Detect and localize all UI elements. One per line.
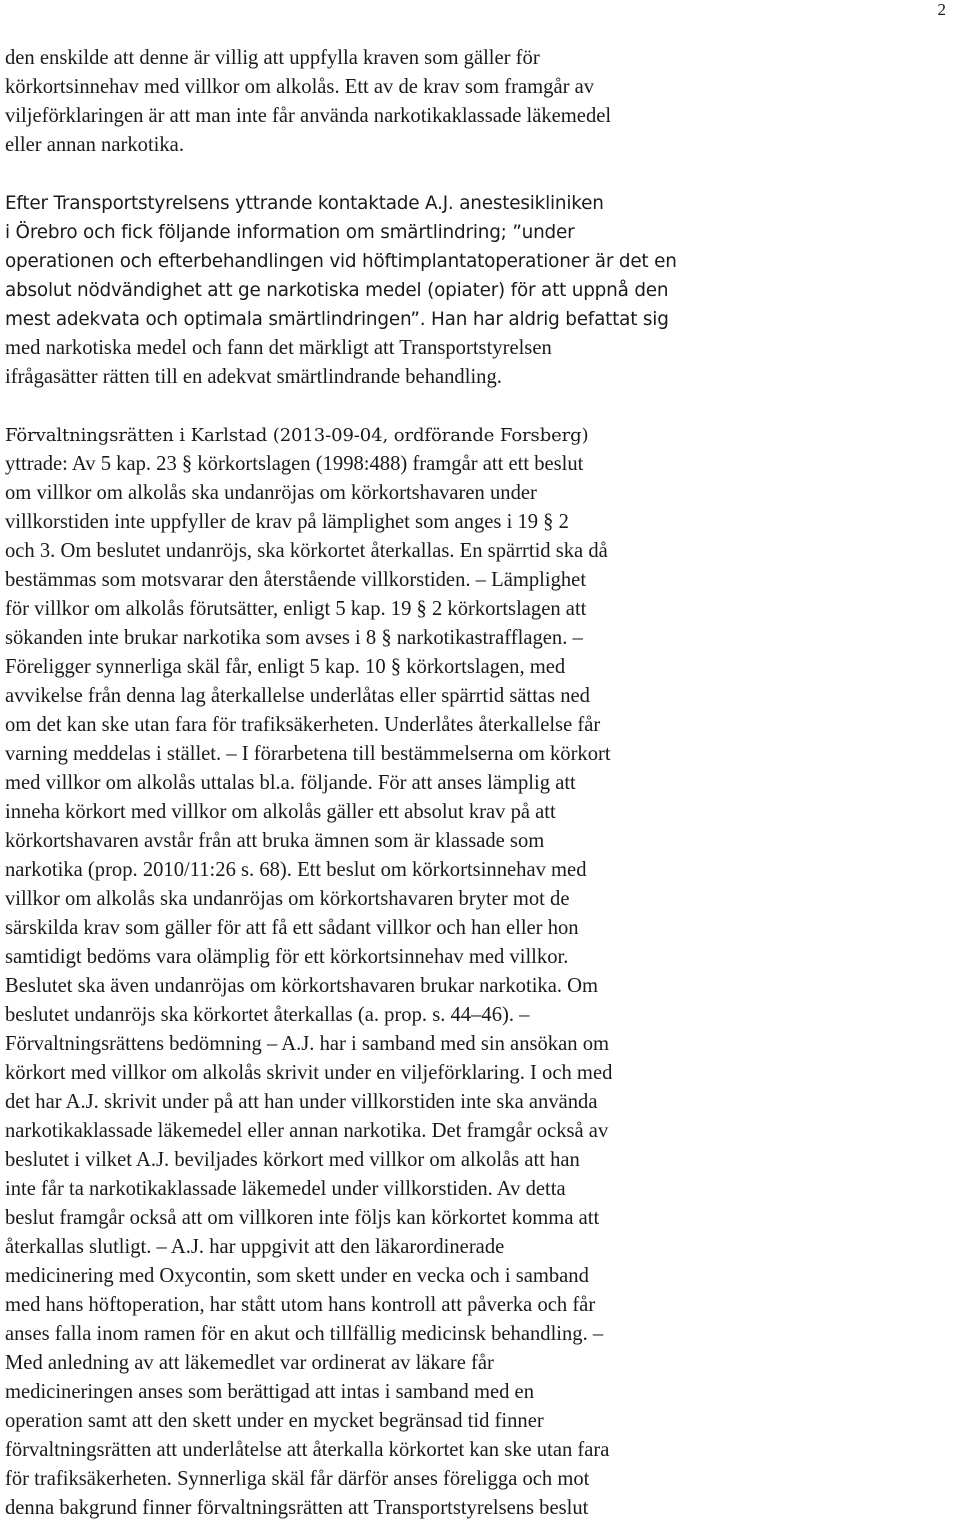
paragraph-2 (5, 189, 955, 334)
paragraph-2-continued (5, 334, 955, 392)
text-line: och 3. Om beslutet undanröjs, ska körkortet återkallas. En spärrtid ska då (5, 540, 608, 562)
paragraph-spacer (5, 392, 955, 421)
text-line: om villkor om alkolås ska undanröjas om körkortshavaren under (5, 482, 537, 504)
text-line: inneha körkort med villkor om alkolås gäller ett absolut krav på att (5, 801, 556, 823)
text-line: för trafiksäkerheten. Synnerliga skäl får därför anses föreligga och mot (5, 1468, 590, 1490)
text-line: om det kan ske utan fara för trafiksäkerheten. Underlåtes återkallelse får (5, 714, 601, 736)
text-line: mest adekvata och optimala smärtlindringen”. Han har aldrig befattat sig (5, 309, 669, 330)
text-line: särskilda krav som gäller för att få ett sådant villkor och han eller hon (5, 917, 579, 939)
text-line: eller annan narkotika. (5, 134, 184, 156)
text-line: med villkor om alkolås uttalas bl.a. följande. För att anses lämplig att (5, 772, 576, 794)
text-line: Beslutet ska även undanröjas om körkortshavaren brukar narkotika. Om (5, 975, 599, 997)
text-line: operationen och efterbehandlingen vid höftimplantatoperationer är det en (5, 251, 677, 272)
text-line: Med anledning av att läkemedlet var ordinerat av läkare får (5, 1352, 494, 1374)
text-line: avvikelse från denna lag återkallelse underlåtas eller spärrtid sättas ned (5, 685, 590, 707)
text-line: körkort med villkor om alkolås skrivit under en viljeförklaring. I och med (5, 1062, 613, 1084)
text-line: förvaltningsrätten att underlåtelse att återkalla körkortet kan ske utan fara (5, 1439, 610, 1461)
text-line: Förvaltningsrättens bedömning – A.J. har i samband med sin ansökan om (5, 1033, 610, 1055)
text-line: återkallas slutligt. – A.J. har uppgivit att den läkarordinerade (5, 1236, 505, 1258)
text-line: samtidigt bedöms vara olämplig för ett körkortsinnehav med villkor. (5, 946, 569, 968)
text-line: med hans höftoperation, har stått utom hans kontroll att påverka och får (5, 1294, 596, 1316)
text-line: anses falla inom ramen för en akut och tillfällig medicinsk behandling. – (5, 1323, 604, 1345)
text-line: villkorstiden inte uppfyller de krav på lämplighet som anges i 19 § 2 (5, 511, 569, 533)
text-line: den enskilde att denne är villig att uppfylla kraven som gäller för (5, 47, 540, 69)
text-line: beslutet i vilket A.J. beviljades körkort med villkor om alkolås att han (5, 1149, 580, 1171)
text-line: operation samt att den skett under en mycket begränsad tid finner (5, 1410, 544, 1432)
document-body (5, 44, 955, 1523)
text-line: körkortsinnehav med villkor om alkolås. Ett av de krav som framgår av (5, 76, 595, 98)
text-line: denna bakgrund finner förvaltningsrätten att Transportstyrelsens beslut (5, 1497, 589, 1519)
text-line: Förvaltningsrätten i Karlstad (2013-09-04, ordförande Forsberg) (5, 425, 589, 446)
text-line: varning meddelas i stället. – I förarbetena till bestämmelserna om körkort (5, 743, 611, 765)
text-line: beslut framgår också att om villkoren inte följs kan körkortet komma att (5, 1207, 600, 1229)
text-line: sökanden inte brukar narkotika som avses i 8 § narkotikastrafflagen. – (5, 627, 583, 649)
text-line: Föreligger synnerliga skäl får, enligt 5 kap. 10 § körkortslagen, med (5, 656, 566, 678)
text-line: medicinering med Oxycontin, som skett under en vecka och i samband (5, 1265, 589, 1287)
text-line: bestämmas som motsvarar den återstående villkorstiden. – Lämplighet (5, 569, 587, 591)
text-line: yttrade: Av 5 kap. 23 § körkortslagen (1998:488) framgår att ett beslut (5, 453, 584, 475)
text-line: i Örebro och fick följande information om smärtlindring; ”under (5, 222, 575, 243)
paragraph-1 (5, 44, 955, 160)
text-line: absolut nödvändighet att ge narkotiska medel (opiater) för att uppnå den (5, 280, 669, 301)
paragraph-spacer (5, 160, 955, 189)
text-line: med narkotiska medel och fann det märkligt att Transportstyrelsen (5, 337, 552, 359)
text-line: viljeförklaringen är att man inte får använda narkotikaklassade läkemedel (5, 105, 612, 127)
text-line: inte får ta narkotikaklassade läkemedel under villkorstiden. Av detta (5, 1178, 566, 1200)
text-line: beslutet undanröjs ska körkortet återkallas (a. prop. s. 44–46). – (5, 1004, 530, 1026)
text-line: narkotikaklassade läkemedel eller annan narkotika. Det framgår också av (5, 1120, 609, 1142)
text-line: ifrågasätter rätten till en adekvat smärtlindrande behandling. (5, 366, 502, 388)
text-line: villkor om alkolås ska undanröjas om körkortshavaren bryter mot de (5, 888, 570, 910)
text-line: det har A.J. skrivit under på att han under villkorstiden inte ska använda (5, 1091, 598, 1113)
text-line: medicineringen anses som berättigad att intas i samband med en (5, 1381, 534, 1403)
paragraph-3 (5, 421, 955, 1523)
text-line: Efter Transportstyrelsens yttrande kontaktade A.J. anestesikliniken (5, 193, 604, 214)
text-line: körkortshavaren avstår från att bruka ämnen som är klassade som (5, 830, 545, 852)
text-line: för villkor om alkolås förutsätter, enligt 5 kap. 19 § 2 körkortslagen att (5, 598, 587, 620)
page-number: 2 (937, 0, 946, 19)
text-line: narkotika (prop. 2010/11:26 s. 68). Ett beslut om körkortsinnehav med (5, 859, 587, 881)
